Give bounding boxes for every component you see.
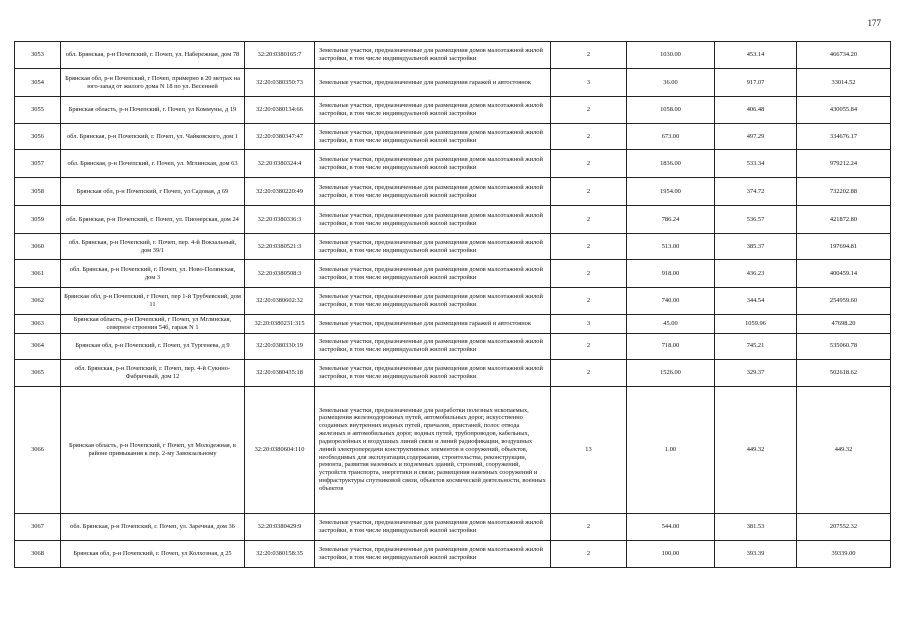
area-cell: 1954.00 <box>627 178 715 206</box>
specific-value-cell: 385.37 <box>715 234 797 260</box>
group-code-cell: 2 <box>551 178 627 206</box>
cadastral-number-cell: 32:20:0380220:49 <box>245 178 315 206</box>
area-cell: 513.00 <box>627 234 715 260</box>
land-use-cell: Земельные участки, предназначенные для разработки полезных ископаемых, размещения железнодорожных путей, автомобильных дорог, искусственно созданных внутренних водных путей, причалов, пристаней, полос отвода железных и автомобильных дорог, водных путей, трубопроводов, кабельных, радиорелейных и воздушных линий связи и линий радиофикации, воздушных линий электропередачи конструктивных элементов и сооружений, объектов, необходимых для эксплуатации,содержания, строительства, реконструкции, ремонта, развития наземных и подземных зданий, строений, сооружений, устройств транспорта, энергетики и связи; размещения наземных сооружений и инфраструктуры спутниковой связи, объектов космической деятельности, военных объектов <box>315 386 551 513</box>
land-use-cell: Земельные участки, предназначенные для размещения домов малоэтажной жилой застройки, в том числе индивидуальной жилой застройки <box>315 42 551 69</box>
area-cell: 544.00 <box>627 513 715 540</box>
specific-value-cell: 436.23 <box>715 260 797 288</box>
specific-value-cell: 344.54 <box>715 288 797 315</box>
table-row <box>15 359 891 386</box>
table-row <box>15 97 891 124</box>
specific-value-cell: 1059.96 <box>715 315 797 334</box>
table-row <box>15 260 891 288</box>
area-cell: 100.00 <box>627 540 715 567</box>
cadastral-value-cell: 979212.24 <box>797 150 891 178</box>
cadastral-value-cell: 400459.14 <box>797 260 891 288</box>
area-cell: 1058.00 <box>627 97 715 124</box>
cadastral-number-cell: 32:20:0380429:9 <box>245 513 315 540</box>
group-code-cell: 2 <box>551 540 627 567</box>
land-use-cell: Земельные участки, предназначенные для размещения домов малоэтажной жилой застройки, в том числе индивидуальной жилой застройки <box>315 178 551 206</box>
row-number-cell: 3058 <box>15 178 61 206</box>
specific-value-cell: 536.57 <box>715 206 797 234</box>
address-cell: Брянская обл, р-н Почепский, г Почеп, примерно в 20 метрах на юго-запад от жилого дома N 18 по ул. Весенней <box>61 69 245 97</box>
cadastral-number-cell: 32:20:0380435:18 <box>245 359 315 386</box>
area-cell: 1.00 <box>627 386 715 513</box>
area-cell: 918.00 <box>627 260 715 288</box>
row-number-cell: 3055 <box>15 97 61 124</box>
address-cell: обл. Брянская, р-н Почепский, г. Почеп, пер. 4-й Вокзальный, дом 39/1 <box>61 234 245 260</box>
address-cell: обл. Брянская, р-н Почепский, г. Почеп, ул. Чайковского, дом 1 <box>61 124 245 150</box>
cadastral-number-cell: 32:20:0380231:315 <box>245 315 315 334</box>
table-row <box>15 315 891 334</box>
cadastral-value-cell: 334676.17 <box>797 124 891 150</box>
row-number-cell: 3056 <box>15 124 61 150</box>
cadastral-number-cell: 32:20:0380508:3 <box>245 260 315 288</box>
land-use-cell: Земельные участки, предназначенные для размещения гаражей и автостоянок <box>315 69 551 97</box>
land-use-cell: Земельные участки, предназначенные для размещения домов малоэтажной жилой застройки, в том числе индивидуальной жилой застройки <box>315 513 551 540</box>
table-row <box>15 386 891 513</box>
cadastral-value-cell: 207552.32 <box>797 513 891 540</box>
row-number-cell: 3064 <box>15 333 61 359</box>
specific-value-cell: 745.21 <box>715 333 797 359</box>
specific-value-cell: 453.14 <box>715 42 797 69</box>
cadastral-value-cell: 449.32 <box>797 386 891 513</box>
address-cell: Брянская область, р-н Почепский, г. Почеп, ул Коммуны, д 19 <box>61 97 245 124</box>
land-use-cell: Земельные участки, предназначенные для размещения домов малоэтажной жилой застройки, в том числе индивидуальной жилой застройки <box>315 124 551 150</box>
cadastral-value-cell: 732202.88 <box>797 178 891 206</box>
address-cell: Брянская область, р-н Почепский, г Почеп, ул Молодежная, в районе примыкания к пер. 2-му Завокзальному <box>61 386 245 513</box>
cadastral-number-cell: 32:20:0380350:73 <box>245 69 315 97</box>
row-number-cell: 3061 <box>15 260 61 288</box>
group-code-cell: 2 <box>551 513 627 540</box>
address-cell: Брянская область, р-н Почепский, г Почеп, ул Мглинская, северное строения 54б, гараж N 1 <box>61 315 245 334</box>
row-number-cell: 3054 <box>15 69 61 97</box>
area-cell: 718.00 <box>627 333 715 359</box>
cadastral-table <box>14 41 891 568</box>
specific-value-cell: 449.32 <box>715 386 797 513</box>
cadastral-number-cell: 32:20:0380165:7 <box>245 42 315 69</box>
specific-value-cell: 497.29 <box>715 124 797 150</box>
cadastral-value-cell: 197694.81 <box>797 234 891 260</box>
land-use-cell: Земельные участки, предназначенные для размещения домов малоэтажной жилой застройки, в том числе индивидуальной жилой застройки <box>315 540 551 567</box>
row-number-cell: 3062 <box>15 288 61 315</box>
cadastral-value-cell: 254959.60 <box>797 288 891 315</box>
cadastral-value-cell: 421872.80 <box>797 206 891 234</box>
specific-value-cell: 406.48 <box>715 97 797 124</box>
address-cell: обл. Брянская, р-н Почепский, г. Почеп, пер. 4-й Сукнно-Фабричный, дом 12 <box>61 359 245 386</box>
address-cell: Брянская обл, р-н Почепский, г Почеп, пер 1-й Трубчевский, дом 11 <box>61 288 245 315</box>
group-code-cell: 2 <box>551 150 627 178</box>
group-code-cell: 2 <box>551 260 627 288</box>
table-row <box>15 206 891 234</box>
table-row <box>15 513 891 540</box>
row-number-cell: 3053 <box>15 42 61 69</box>
land-use-cell: Земельные участки, предназначенные для размещения домов малоэтажной жилой застройки, в том числе индивидуальной жилой застройки <box>315 234 551 260</box>
row-number-cell: 3057 <box>15 150 61 178</box>
row-number-cell: 3068 <box>15 540 61 567</box>
cadastral-number-cell: 32:20:0380330:19 <box>245 333 315 359</box>
table-row <box>15 124 891 150</box>
land-use-cell: Земельные участки, предназначенные для размещения домов малоэтажной жилой застройки, в том числе индивидуальной жилой застройки <box>315 333 551 359</box>
group-code-cell: 13 <box>551 386 627 513</box>
specific-value-cell: 393.39 <box>715 540 797 567</box>
group-code-cell: 2 <box>551 288 627 315</box>
land-use-cell: Земельные участки, предназначенные для размещения домов малоэтажной жилой застройки, в том числе индивидуальной жилой застройки <box>315 150 551 178</box>
area-cell: 1526.00 <box>627 359 715 386</box>
land-use-cell: Земельные участки, предназначенные для размещения домов малоэтажной жилой застройки, в том числе индивидуальной жилой застройки <box>315 97 551 124</box>
table-row <box>15 288 891 315</box>
area-cell: 1836.00 <box>627 150 715 178</box>
table-row <box>15 69 891 97</box>
group-code-cell: 2 <box>551 333 627 359</box>
group-code-cell: 2 <box>551 359 627 386</box>
cadastral-value-cell: 39339.00 <box>797 540 891 567</box>
group-code-cell: 2 <box>551 234 627 260</box>
row-number-cell: 3066 <box>15 386 61 513</box>
cadastral-value-cell: 502618.62 <box>797 359 891 386</box>
row-number-cell: 3067 <box>15 513 61 540</box>
row-number-cell: 3065 <box>15 359 61 386</box>
cadastral-value-cell: 466734.20 <box>797 42 891 69</box>
group-code-cell: 2 <box>551 97 627 124</box>
specific-value-cell: 381.53 <box>715 513 797 540</box>
table-row <box>15 540 891 567</box>
specific-value-cell: 533.34 <box>715 150 797 178</box>
row-number-cell: 3063 <box>15 315 61 334</box>
area-cell: 1030.00 <box>627 42 715 69</box>
specific-value-cell: 329.37 <box>715 359 797 386</box>
group-code-cell: 3 <box>551 315 627 334</box>
table-row <box>15 178 891 206</box>
cadastral-number-cell: 32:20:0380158:35 <box>245 540 315 567</box>
specific-value-cell: 917.07 <box>715 69 797 97</box>
land-use-cell: Земельные участки, предназначенные для размещения домов малоэтажной жилой застройки, в том числе индивидуальной жилой застройки <box>315 206 551 234</box>
specific-value-cell: 374.72 <box>715 178 797 206</box>
address-cell: обл. Брянская, р-н Почепский, г. Почеп, ул. Пионерская, дом 24 <box>61 206 245 234</box>
land-use-cell: Земельные участки, предназначенные для размещения домов малоэтажной жилой застройки, в том числе индивидуальной жилой застройки <box>315 288 551 315</box>
table-row <box>15 333 891 359</box>
row-number-cell: 3060 <box>15 234 61 260</box>
cadastral-number-cell: 32:20:0380604:110 <box>245 386 315 513</box>
group-code-cell: 2 <box>551 206 627 234</box>
address-cell: Брянская обл, р-н Почепский, г. Почеп, ул Тургенева, д 9 <box>61 333 245 359</box>
address-cell: Брянская обл, р-н Почепский, г Почеп, ул Садовая, д 69 <box>61 178 245 206</box>
land-use-cell: Земельные участки, предназначенные для размещения домов малоэтажной жилой застройки, в том числе индивидуальной жилой застройки <box>315 359 551 386</box>
cadastral-number-cell: 32:20:0380324:4 <box>245 150 315 178</box>
group-code-cell: 3 <box>551 69 627 97</box>
group-code-cell: 2 <box>551 124 627 150</box>
area-cell: 36.00 <box>627 69 715 97</box>
area-cell: 673.00 <box>627 124 715 150</box>
address-cell: обл. Брянская, р-н Почепский, г. Почеп, ул. Ново-Полянская, дом 3 <box>61 260 245 288</box>
table-row <box>15 150 891 178</box>
address-cell: обл. Брянская, р-н Почепский, г. Почеп, ул. Заречная, дом 36 <box>61 513 245 540</box>
cadastral-value-cell: 33014.52 <box>797 69 891 97</box>
group-code-cell: 2 <box>551 42 627 69</box>
area-cell: 740.00 <box>627 288 715 315</box>
land-use-cell: Земельные участки, предназначенные для размещения домов малоэтажной жилой застройки, в том числе индивидуальной жилой застройки <box>315 260 551 288</box>
address-cell: обл. Брянская, р-н Почепский, г. Почеп, ул. Набережная, дом 78 <box>61 42 245 69</box>
page-number: 177 <box>867 18 881 28</box>
area-cell: 786.24 <box>627 206 715 234</box>
table-row <box>15 42 891 69</box>
cadastral-number-cell: 32:20:0380602:32 <box>245 288 315 315</box>
address-cell: обл. Брянская, р-н Почепский, г. Почеп, ул. Мглинская, дом 63 <box>61 150 245 178</box>
land-use-cell: Земельные участки, предназначенные для размещения гаражей и автостоянок <box>315 315 551 334</box>
table-row <box>15 234 891 260</box>
cadastral-value-cell: 535060.78 <box>797 333 891 359</box>
cadastral-value-cell: 47698.20 <box>797 315 891 334</box>
cadastral-number-cell: 32:20:0380134:66 <box>245 97 315 124</box>
address-cell: Брянская обл, р-н Почепский, г. Почеп, ул Колхозная, д 25 <box>61 540 245 567</box>
cadastral-number-cell: 32:20:0380521:3 <box>245 234 315 260</box>
cadastral-value-cell: 430055.84 <box>797 97 891 124</box>
cadastral-number-cell: 32:20:0380336:3 <box>245 206 315 234</box>
cadastral-number-cell: 32:20:0380347:47 <box>245 124 315 150</box>
area-cell: 45.00 <box>627 315 715 334</box>
row-number-cell: 3059 <box>15 206 61 234</box>
